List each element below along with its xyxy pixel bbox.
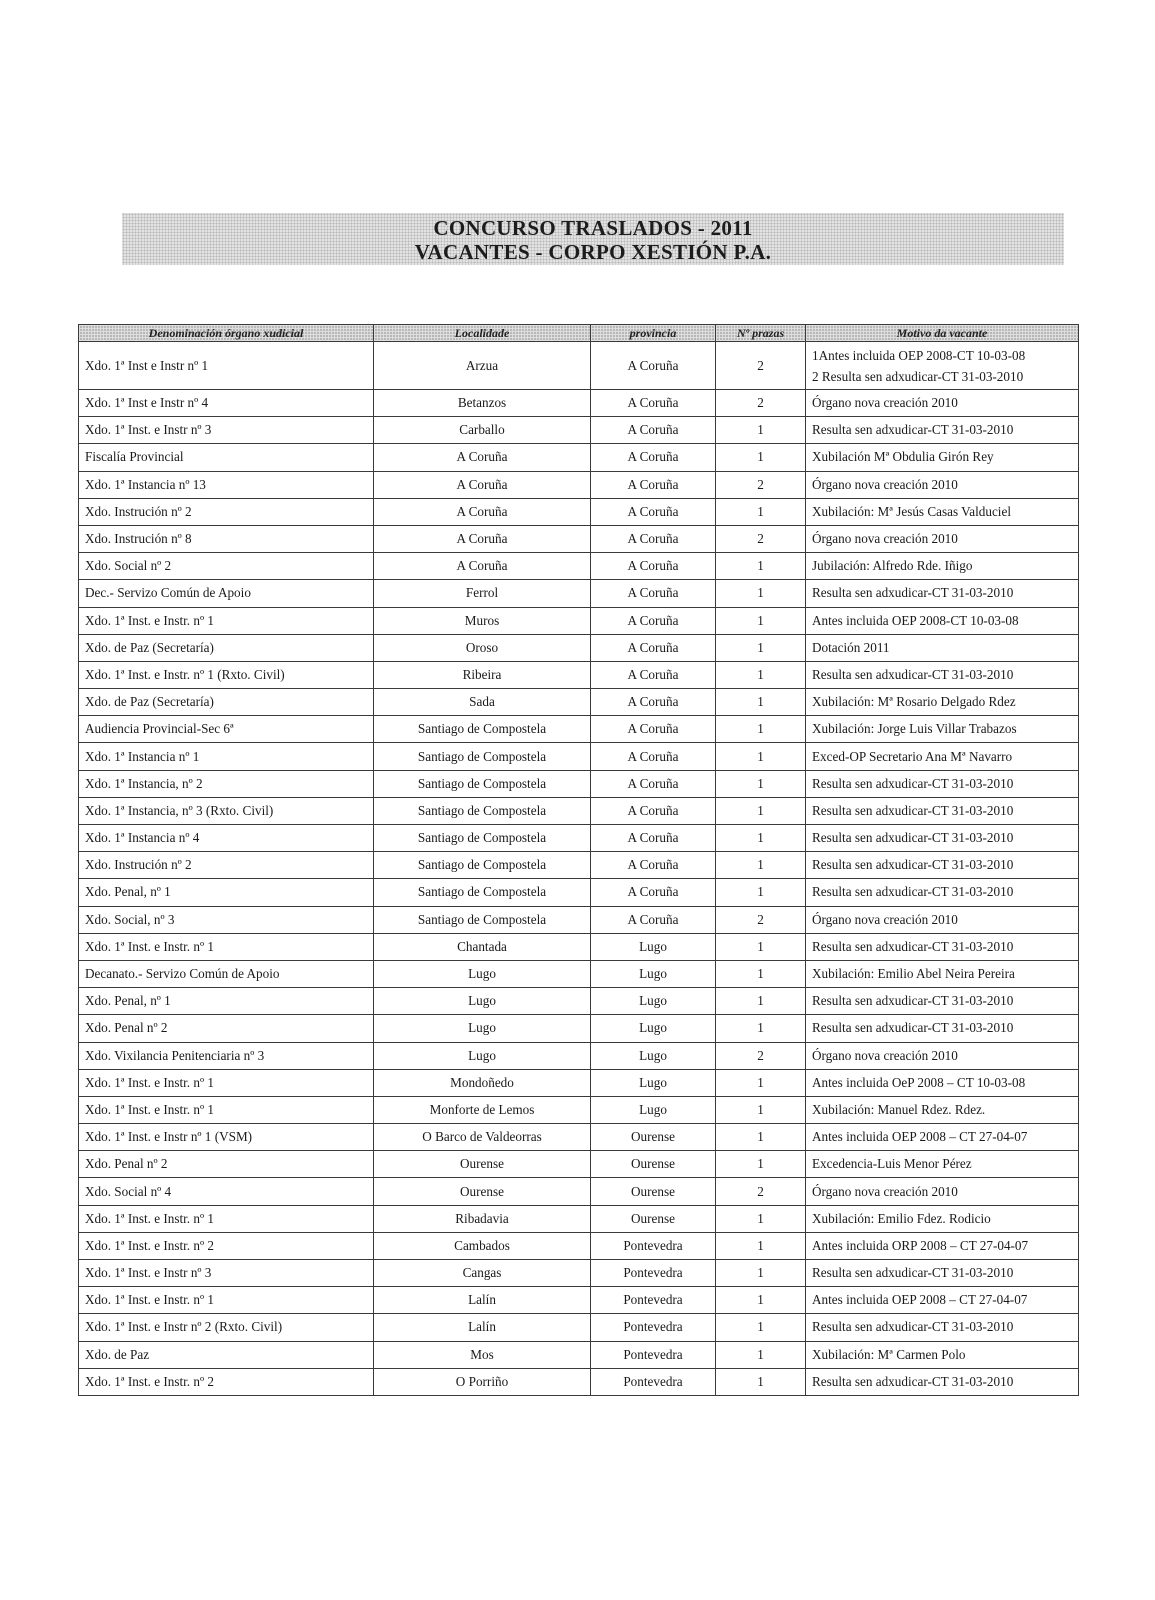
cell-prazas: 2 — [716, 342, 806, 390]
table-row — [79, 634, 1079, 661]
table-row — [79, 988, 1079, 1015]
cell-provincia: Pontevedra — [591, 1260, 716, 1287]
table-row — [79, 1096, 1079, 1123]
cell-organo: Xdo. 1ª Inst. e Instr. nº 1 — [79, 1069, 374, 1096]
cell-provincia: A Coruña — [591, 525, 716, 552]
cell-localidade: A Coruña — [374, 553, 591, 580]
cell-motivo: Antes incluida OEP 2008 – CT 27-04-07 — [806, 1124, 1079, 1151]
cell-provincia: A Coruña — [591, 390, 716, 417]
cell-prazas: 2 — [716, 525, 806, 552]
cell-provincia: Pontevedra — [591, 1341, 716, 1368]
table-row — [79, 770, 1079, 797]
table-row — [79, 743, 1079, 770]
table-row — [79, 444, 1079, 471]
cell-prazas: 1 — [716, 797, 806, 824]
cell-localidade: Lugo — [374, 1015, 591, 1042]
cell-organo: Xdo. 1ª Instancia nº 4 — [79, 825, 374, 852]
cell-localidade: O Porriño — [374, 1368, 591, 1395]
cell-provincia: A Coruña — [591, 879, 716, 906]
cell-provincia: Ourense — [591, 1151, 716, 1178]
cell-motivo: Xubilación: Mª Rosario Delgado Rdez — [806, 689, 1079, 716]
table-row — [79, 1015, 1079, 1042]
cell-provincia: A Coruña — [591, 607, 716, 634]
cell-provincia: A Coruña — [591, 444, 716, 471]
cell-organo: Xdo. Social nº 4 — [79, 1178, 374, 1205]
cell-localidade: Ourense — [374, 1151, 591, 1178]
cell-motivo: Resulta sen adxudicar-CT 31-03-2010 — [806, 1260, 1079, 1287]
header-motivo: Motivo da vacante — [806, 325, 1079, 342]
table-row — [79, 471, 1079, 498]
cell-localidade: A Coruña — [374, 498, 591, 525]
cell-prazas: 1 — [716, 553, 806, 580]
cell-provincia: A Coruña — [591, 770, 716, 797]
cell-localidade: O Barco de Valdeorras — [374, 1124, 591, 1151]
cell-localidade: Lugo — [374, 1042, 591, 1069]
cell-prazas: 1 — [716, 417, 806, 444]
table-row — [79, 342, 1079, 390]
cell-organo: Xdo. 1ª Inst. e Instr nº 3 — [79, 1260, 374, 1287]
cell-motivo: Órgano nova creación 2010 — [806, 471, 1079, 498]
cell-localidade: Arzua — [374, 342, 591, 390]
cell-provincia: A Coruña — [591, 825, 716, 852]
cell-organo: Dec.- Servizo Común de Apoio — [79, 580, 374, 607]
cell-prazas: 1 — [716, 498, 806, 525]
document-title-box — [122, 213, 1064, 265]
cell-motivo: Resulta sen adxudicar-CT 31-03-2010 — [806, 417, 1079, 444]
cell-motivo: Órgano nova creación 2010 — [806, 1042, 1079, 1069]
cell-localidade: Lugo — [374, 988, 591, 1015]
cell-localidade: A Coruña — [374, 444, 591, 471]
cell-localidade: Santiago de Compostela — [374, 879, 591, 906]
cell-motivo: Resulta sen adxudicar-CT 31-03-2010 — [806, 1368, 1079, 1395]
table-row — [79, 716, 1079, 743]
cell-localidade: Santiago de Compostela — [374, 852, 591, 879]
cell-motivo: Resulta sen adxudicar-CT 31-03-2010 — [806, 797, 1079, 824]
cell-motivo: Antes incluida OeP 2008 – CT 10-03-08 — [806, 1069, 1079, 1096]
cell-motivo: Antes incluida ORP 2008 – CT 27-04-07 — [806, 1232, 1079, 1259]
cell-organo: Fiscalía Provincial — [79, 444, 374, 471]
cell-localidade: Mos — [374, 1341, 591, 1368]
cell-organo: Xdo. 1ª Inst e Instr nº 4 — [79, 390, 374, 417]
cell-provincia: Pontevedra — [591, 1368, 716, 1395]
cell-prazas: 1 — [716, 444, 806, 471]
cell-localidade: Ferrol — [374, 580, 591, 607]
cell-prazas: 1 — [716, 1287, 806, 1314]
table-row — [79, 852, 1079, 879]
cell-localidade: Lugo — [374, 960, 591, 987]
cell-organo: Xdo. de Paz (Secretaría) — [79, 634, 374, 661]
cell-motivo — [806, 342, 1079, 390]
cell-motivo: Xubilación: Emilio Abel Neira Pereira — [806, 960, 1079, 987]
cell-motivo: Resulta sen adxudicar-CT 31-03-2010 — [806, 879, 1079, 906]
cell-provincia: Ourense — [591, 1178, 716, 1205]
cell-organo: Xdo. Social, nº 3 — [79, 906, 374, 933]
cell-provincia: Lugo — [591, 1015, 716, 1042]
cell-provincia: A Coruña — [591, 906, 716, 933]
cell-provincia: A Coruña — [591, 661, 716, 688]
cell-motivo: Resulta sen adxudicar-CT 31-03-2010 — [806, 852, 1079, 879]
cell-localidade: Betanzos — [374, 390, 591, 417]
table-row — [79, 1341, 1079, 1368]
cell-localidade: Lalín — [374, 1314, 591, 1341]
table-row — [79, 960, 1079, 987]
cell-prazas: 1 — [716, 825, 806, 852]
table-row — [79, 879, 1079, 906]
cell-organo: Xdo. de Paz (Secretaría) — [79, 689, 374, 716]
cell-organo: Xdo. 1ª Instancia, nº 2 — [79, 770, 374, 797]
cell-prazas: 1 — [716, 770, 806, 797]
cell-provincia: Pontevedra — [591, 1314, 716, 1341]
cell-prazas: 1 — [716, 960, 806, 987]
cell-motivo: Antes incluida OEP 2008 – CT 27-04-07 — [806, 1287, 1079, 1314]
cell-motivo: Xubilación: Mª Jesús Casas Valduciel — [806, 498, 1079, 525]
table-row — [79, 1069, 1079, 1096]
cell-localidade: Mondoñedo — [374, 1069, 591, 1096]
cell-prazas: 1 — [716, 852, 806, 879]
cell-motivo: Resulta sen adxudicar-CT 31-03-2010 — [806, 1314, 1079, 1341]
cell-prazas: 1 — [716, 1368, 806, 1395]
cell-prazas: 1 — [716, 1124, 806, 1151]
cell-localidade: Sada — [374, 689, 591, 716]
cell-prazas: 1 — [716, 634, 806, 661]
cell-motivo: Resulta sen adxudicar-CT 31-03-2010 — [806, 1015, 1079, 1042]
cell-prazas: 1 — [716, 580, 806, 607]
table-row — [79, 933, 1079, 960]
cell-motivo: Resulta sen adxudicar-CT 31-03-2010 — [806, 661, 1079, 688]
cell-organo: Audiencia Provincial-Sec 6ª — [79, 716, 374, 743]
cell-localidade: Monforte de Lemos — [374, 1096, 591, 1123]
cell-prazas: 1 — [716, 1151, 806, 1178]
table-row — [79, 661, 1079, 688]
cell-organo: Xdo. Penal, nº 1 — [79, 879, 374, 906]
cell-prazas: 1 — [716, 689, 806, 716]
cell-provincia: Lugo — [591, 1042, 716, 1069]
cell-motivo: Xubilación: Mª Carmen Polo — [806, 1341, 1079, 1368]
cell-prazas: 1 — [716, 933, 806, 960]
cell-organo: Xdo. 1ª Inst. e Instr. nº 1 (Rxto. Civil) — [79, 661, 374, 688]
cell-prazas: 2 — [716, 1178, 806, 1205]
cell-motivo: Resulta sen adxudicar-CT 31-03-2010 — [806, 988, 1079, 1015]
cell-provincia: A Coruña — [591, 634, 716, 661]
cell-prazas: 1 — [716, 1260, 806, 1287]
table-row — [79, 906, 1079, 933]
table-row — [79, 525, 1079, 552]
cell-motivo-line-1: 1Antes incluida OEP 2008-CT 10-03-08 — [812, 347, 1026, 363]
cell-organo: Decanato.- Servizo Común de Apoio — [79, 960, 374, 987]
cell-organo: Xdo. 1ª Inst. e Instr nº 2 (Rxto. Civil) — [79, 1314, 374, 1341]
cell-provincia: A Coruña — [591, 471, 716, 498]
table-row — [79, 1042, 1079, 1069]
cell-provincia: A Coruña — [591, 342, 716, 390]
cell-prazas: 1 — [716, 1096, 806, 1123]
cell-provincia: Ourense — [591, 1205, 716, 1232]
cell-prazas: 2 — [716, 1042, 806, 1069]
cell-localidade: Santiago de Compostela — [374, 716, 591, 743]
table-row — [79, 498, 1079, 525]
cell-localidade: Carballo — [374, 417, 591, 444]
cell-localidade: Cangas — [374, 1260, 591, 1287]
table-row — [79, 825, 1079, 852]
cell-prazas: 1 — [716, 1232, 806, 1259]
document-subtitle: VACANTES - CORPO XESTIÓN P.A. — [414, 240, 772, 264]
cell-prazas: 2 — [716, 471, 806, 498]
cell-organo: Xdo. 1ª Inst. e Instr. nº 1 — [79, 1205, 374, 1232]
cell-prazas: 1 — [716, 1205, 806, 1232]
cell-motivo: Excedencia-Luis Menor Pérez — [806, 1151, 1079, 1178]
cell-organo: Xdo. 1ª Inst. e Instr. nº 2 — [79, 1232, 374, 1259]
cell-prazas: 1 — [716, 1015, 806, 1042]
cell-motivo: Xubilación Mª Obdulia Girón Rey — [806, 444, 1079, 471]
cell-prazas: 1 — [716, 661, 806, 688]
cell-provincia: A Coruña — [591, 580, 716, 607]
table-row — [79, 1151, 1079, 1178]
cell-organo: Xdo. 1ª Inst e Instr nº 1 — [79, 342, 374, 390]
cell-provincia: A Coruña — [591, 797, 716, 824]
cell-provincia: A Coruña — [591, 417, 716, 444]
table-row — [79, 417, 1079, 444]
cell-localidade: Muros — [374, 607, 591, 634]
cell-prazas: 1 — [716, 716, 806, 743]
cell-localidade: Santiago de Compostela — [374, 743, 591, 770]
cell-organo: Xdo. 1ª Instancia nº 1 — [79, 743, 374, 770]
cell-localidade: Cambados — [374, 1232, 591, 1259]
cell-motivo: Resulta sen adxudicar-CT 31-03-2010 — [806, 580, 1079, 607]
table-row — [79, 390, 1079, 417]
cell-motivo-line-2: 2 Resulta sen adxudicar-CT 31-03-2010 — [812, 368, 1024, 384]
cell-organo: Xdo. Penal nº 2 — [79, 1015, 374, 1042]
cell-prazas: 1 — [716, 1341, 806, 1368]
cell-provincia: Pontevedra — [591, 1232, 716, 1259]
table-row — [79, 1368, 1079, 1395]
table-row — [79, 1260, 1079, 1287]
table-row — [79, 553, 1079, 580]
table-row — [79, 1124, 1079, 1151]
cell-localidade: Chantada — [374, 933, 591, 960]
cell-organo: Xdo. Penal, nº 1 — [79, 988, 374, 1015]
cell-localidade: Lalín — [374, 1287, 591, 1314]
cell-organo: Xdo. Penal nº 2 — [79, 1151, 374, 1178]
cell-motivo: Xubilación: Jorge Luis Villar Trabazos — [806, 716, 1079, 743]
vacancies-table — [78, 324, 1079, 1396]
cell-organo: Xdo. 1ª Inst. e Instr. nº 1 — [79, 933, 374, 960]
cell-provincia: A Coruña — [591, 852, 716, 879]
table-row — [79, 1205, 1079, 1232]
cell-prazas: 2 — [716, 390, 806, 417]
cell-prazas: 1 — [716, 743, 806, 770]
cell-organo: Xdo. Social nº 2 — [79, 553, 374, 580]
cell-localidade: Ourense — [374, 1178, 591, 1205]
cell-provincia: A Coruña — [591, 498, 716, 525]
cell-organo: Xdo. Instrución nº 2 — [79, 852, 374, 879]
document-title: CONCURSO TRASLADOS - 2011 — [433, 216, 753, 240]
cell-motivo: Resulta sen adxudicar-CT 31-03-2010 — [806, 770, 1079, 797]
cell-provincia: Lugo — [591, 988, 716, 1015]
cell-localidade: A Coruña — [374, 471, 591, 498]
cell-organo: Xdo. 1ª Inst. e Instr nº 1 (VSM) — [79, 1124, 374, 1151]
table-row — [79, 1314, 1079, 1341]
table-row — [79, 1178, 1079, 1205]
cell-motivo: Resulta sen adxudicar-CT 31-03-2010 — [806, 825, 1079, 852]
cell-motivo: Xubilación: Manuel Rdez. Rdez. — [806, 1096, 1079, 1123]
table-row — [79, 580, 1079, 607]
cell-organo: Xdo. 1ª Inst. e Instr. nº 1 — [79, 1287, 374, 1314]
cell-prazas: 1 — [716, 1314, 806, 1341]
table-header-row — [79, 325, 1079, 342]
cell-provincia: Lugo — [591, 933, 716, 960]
cell-organo: Xdo. 1ª Instancia, nº 3 (Rxto. Civil) — [79, 797, 374, 824]
cell-motivo: Órgano nova creación 2010 — [806, 390, 1079, 417]
cell-motivo: Órgano nova creación 2010 — [806, 1178, 1079, 1205]
header-localidade: Localidade — [374, 325, 591, 342]
cell-organo: Xdo. Vixilancia Penitenciaria nº 3 — [79, 1042, 374, 1069]
cell-localidade: Oroso — [374, 634, 591, 661]
cell-organo: Xdo. Instrución nº 8 — [79, 525, 374, 552]
table-body — [79, 342, 1079, 1396]
cell-motivo: Exced-OP Secretario Ana Mª Navarro — [806, 743, 1079, 770]
cell-localidade: A Coruña — [374, 525, 591, 552]
cell-prazas: 2 — [716, 906, 806, 933]
table-row — [79, 797, 1079, 824]
cell-prazas: 1 — [716, 879, 806, 906]
header-provincia: provincia — [591, 325, 716, 342]
cell-motivo: Órgano nova creación 2010 — [806, 906, 1079, 933]
cell-localidade: Santiago de Compostela — [374, 770, 591, 797]
cell-motivo: Antes incluida OEP 2008-CT 10-03-08 — [806, 607, 1079, 634]
cell-localidade: Ribadavia — [374, 1205, 591, 1232]
cell-motivo: Dotación 2011 — [806, 634, 1079, 661]
table-row — [79, 689, 1079, 716]
cell-provincia: Lugo — [591, 960, 716, 987]
header-prazas: Nº prazas — [716, 325, 806, 342]
cell-organo: Xdo. 1ª Inst. e Instr. nº 1 — [79, 607, 374, 634]
cell-prazas: 1 — [716, 1069, 806, 1096]
cell-provincia: Pontevedra — [591, 1287, 716, 1314]
cell-provincia: A Coruña — [591, 689, 716, 716]
header-organo: Denominación órgano xudicial — [79, 325, 374, 342]
cell-prazas: 1 — [716, 607, 806, 634]
cell-provincia: Lugo — [591, 1096, 716, 1123]
cell-localidade: Santiago de Compostela — [374, 906, 591, 933]
cell-provincia: A Coruña — [591, 716, 716, 743]
cell-motivo: Resulta sen adxudicar-CT 31-03-2010 — [806, 933, 1079, 960]
table-row — [79, 607, 1079, 634]
table-row — [79, 1232, 1079, 1259]
cell-provincia: Lugo — [591, 1069, 716, 1096]
cell-organo: Xdo. Instrución nº 2 — [79, 498, 374, 525]
cell-localidade: Ribeira — [374, 661, 591, 688]
cell-provincia: A Coruña — [591, 743, 716, 770]
cell-organo: Xdo. 1ª Instancia nº 13 — [79, 471, 374, 498]
cell-localidade: Santiago de Compostela — [374, 797, 591, 824]
cell-organo: Xdo. 1ª Inst. e Instr. nº 1 — [79, 1096, 374, 1123]
table-row — [79, 1287, 1079, 1314]
cell-motivo: Órgano nova creación 2010 — [806, 525, 1079, 552]
cell-organo: Xdo. 1ª Inst. e Instr. nº 2 — [79, 1368, 374, 1395]
cell-motivo: Xubilación: Emilio Fdez. Rodicio — [806, 1205, 1079, 1232]
cell-organo: Xdo. de Paz — [79, 1341, 374, 1368]
cell-organo: Xdo. 1ª Inst. e Instr nº 3 — [79, 417, 374, 444]
cell-localidade: Santiago de Compostela — [374, 825, 591, 852]
cell-motivo: Jubilación: Alfredo Rde. Iñigo — [806, 553, 1079, 580]
cell-prazas: 1 — [716, 988, 806, 1015]
cell-provincia: Ourense — [591, 1124, 716, 1151]
cell-provincia: A Coruña — [591, 553, 716, 580]
